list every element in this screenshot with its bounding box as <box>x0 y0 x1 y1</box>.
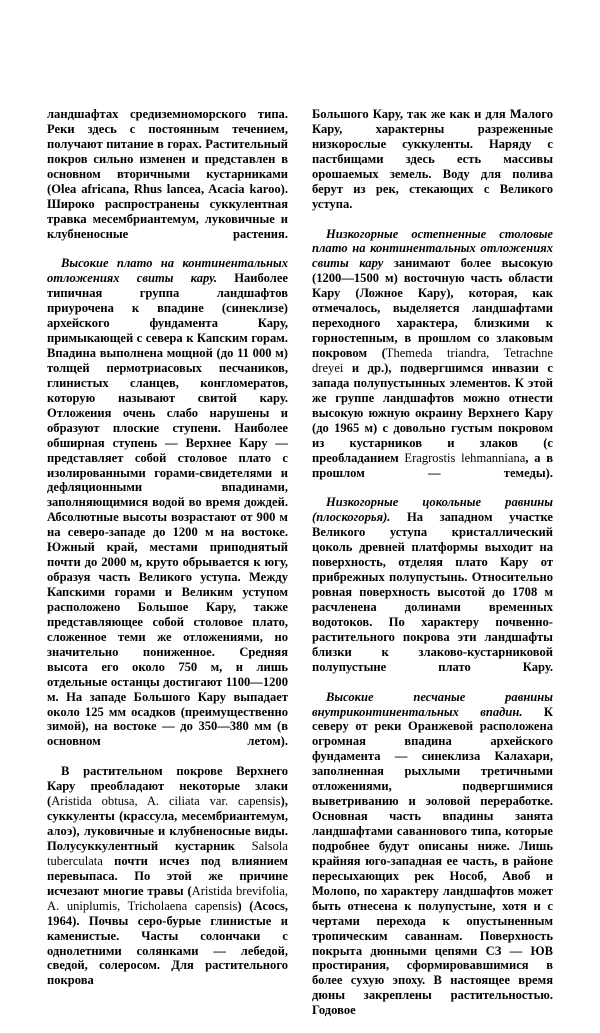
latin-species-name-1: Aristida obtusa, A. ciliata var. capensis <box>51 794 281 809</box>
paragraph-text-segment-3: почти исчез под влиянием перевыпаса. По этой же причине исчезают многие травы ( <box>47 853 288 898</box>
paragraph-text: К северу от реки Оранжевой расположена огромная впадина архейского фундамента — синеклиза Калахари, заполненная рыхлыми третичными отложениями, подвергшимися выветриванию и эоловой переработке. Основная часть впадины занята ландшафтами саваннового типа, которые подробнее будут описаны ниже. Лишь крайняя юго-западная ее часть, в районе пересыхающих рек Нособ, Авоб и Молопо, по характеру ландшафтов может быть отнесена к полупустыне, хотя и с чертами перехода к опустыненным тропическим саваннам. Поверхность покрыта дюнными цепями СЗ — ЮВ простирания, сформировавшимися в более сухую эпоху. В настоящее время дюны закреплены растительностью. Годовое <box>312 704 553 1018</box>
paragraph-text: На западном участке Великого уступа кристаллический цоколь древней платформы выходит на поверхность, отделяя плато Кару от прибрежных полупустынь. Относительно ровная поверхность высотой до 1708 м расчленена долинами временных водотоков. По характеру почвенно-растительного покрова эти ландшафты близки к злаково-кустарниковой полупустыне плато Кару. <box>312 510 553 674</box>
paragraph-text-segment-1: В растительном покрове Верхнего Кару преобладают некоторые злаки ( <box>47 764 288 809</box>
two-column-text-body <box>47 107 553 1033</box>
paragraph-text: Наиболее типичная группа ландшафтов приурочена к впадине (синеклизе) архейского фундамента Кару, примыкающей с севера к Капским горам. Впадина выполнена мощной (до 11 000 м) толщей пермотриасовых песчаников, глинистых сланцев, конгломератов, которую называют свитой кару. Отложения очень слабо нарушены и образуют плоские ступени. Наиболее обширная ступень — Верхнее Кару — представляет собой столовое плато с изолированными горами-свидетелями и дефляционными впадинами, заполняющимися водой во время дождей. Абсолютные высоты возрастают от 900 м на северо-западе до 1200 м на востоке. Южный край, местами приподнятый почти до 2000 м, круто обрывается к югу, образуя часть Великого уступа. Между Капскими горами и Великим уступом расположено Большое Кару, также представляющее собой столовое плато, сложенное теми же отложениями, но значительно пониженное. Средняя высота его около 750 м, и лишь отдельные останцы достигают 1100—1200 м. На западе Большого Кару выпадает около 125 мм осадков (преимущественно зимой), на востоке — до 350—380 мм (в основном летом). <box>47 271 288 749</box>
latin-species-name-1: Themeda triandra, Tetrachne dreyei <box>312 346 553 375</box>
latin-species-name-2: Eragrostis lehmanniana <box>404 450 526 465</box>
paragraph-high-sandy-plains <box>312 690 553 1033</box>
section-lead-in-high-plateaus: Высокие плато на континентальных отложениях свиты кару. <box>47 256 288 286</box>
latin-species-name-3: Aristida brevifolia, A. uniplumis, Tricholaena capensis <box>47 883 288 913</box>
section-lead-in-low-mountain-steppe: Низкогорные остепненные столовые плато на континентальных отложениях свиты кару <box>312 226 553 271</box>
paragraph-text-segment-4: ) (Acocs, 1964). Почвы серо-бурые глинистые и каменистые. Часты солончаки с однолетними солянками — лебедой, сведой, солеросом. Для растительного покрова <box>47 898 288 988</box>
paragraph-continuation-great-karoo <box>312 107 553 227</box>
paragraph-text-segment-1: занимают более высокую (1200—1500 м) восточную часть области Кару (Ложное Кару), которая, как отмечалось, выделяется ландшафтами переходного характера, близкими к горностепным, в прошлом со злаковым покровом ( <box>312 256 553 360</box>
paragraph-text: ландшафтах средиземноморского типа. Реки здесь с постоянным течением, получают питание в горах. Растительный покров сильно изменен и представлен в основном вторичными кустарниками (Olea africana, Rhus lancea, Acacia karoo). Широко распространены суккулентная травка месембриантемум, луковичные и клубненосные растения. <box>47 107 288 241</box>
paragraph-text-segment-2: и др.), подвергшимся инвазии с запада полупустынных элементов. К этой же группе ландшафтов можно отнести высокую южную окраину Верхнего Кару (до 1965 м) с довольно густым покровом из кустарников и злаков (с преобладанием <box>312 360 553 465</box>
paragraph-low-mountain-steppe-plateaus <box>312 227 553 496</box>
paragraph-continuation-mediterranean <box>47 107 288 256</box>
latin-species-name-2: Salsola tuberculata <box>47 838 288 868</box>
paragraph-low-mountain-basement-plains <box>312 495 553 689</box>
paragraph-text-segment-2: ), суккуленты (крассула, месембриантемум, алоэ), луковичные и клубненосные виды. Полусуккулентный кустарник <box>47 794 288 853</box>
paragraph-high-plateaus-karoo <box>47 256 288 764</box>
section-lead-in-basement-plains: Низкогорные цокольные равнины (плоскогорья). <box>312 495 553 525</box>
paragraph-text-segment-3: , а в прошлом — темеды). <box>312 450 553 480</box>
section-lead-in-sandy-plains: Высокие песчаные равнины внутриконтинентальных впадин. <box>312 689 553 719</box>
left-column <box>47 107 288 1003</box>
paragraph-text: Большого Кару, так же как и для Малого Кару, характерны разреженные низкорослые суккуленты. Наряду с пастбищами здесь есть массивы орошаемых земель. Воду для полива берут из рек, стекающих с Великого уступа. <box>312 107 553 211</box>
paragraph-vegetation-upper-karoo <box>47 764 288 1003</box>
right-column <box>312 107 553 1033</box>
